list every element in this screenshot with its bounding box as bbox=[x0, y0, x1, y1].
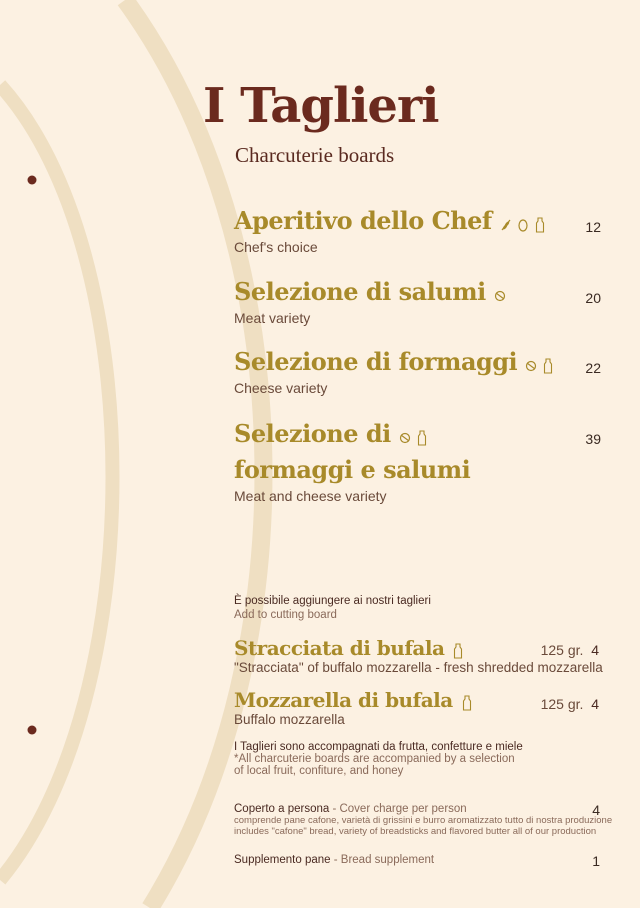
dot-top bbox=[28, 176, 37, 185]
item-price: 22 bbox=[585, 360, 601, 376]
cover-label-en: - Cover charge per person bbox=[329, 803, 467, 815]
nut-icon bbox=[494, 289, 506, 303]
addon-description: Buffalo mozzarella bbox=[234, 712, 345, 727]
menu-item bbox=[234, 344, 559, 396]
item-name-line2: formaggi e salumi bbox=[234, 455, 471, 484]
addon-weight: 125 gr. bbox=[540, 642, 584, 658]
addon-name: Mozzarella di bufala bbox=[234, 688, 453, 712]
item-name: Aperitivo dello Chef bbox=[234, 206, 492, 235]
accompaniment-en-1: *All charcuterie boards are accompanied by a selection bbox=[234, 753, 515, 765]
milk-bottle-icon bbox=[534, 217, 546, 233]
addon-weight: 125 gr. bbox=[540, 696, 584, 712]
item-description: Meat and cheese variety bbox=[234, 488, 387, 504]
item-price: 20 bbox=[585, 290, 601, 306]
accompaniment-it: I Taglieri sono accompagnati da frutta, confetture e miele bbox=[234, 741, 523, 753]
addon-price: 4 bbox=[591, 696, 599, 712]
bread-price: 1 bbox=[592, 853, 600, 869]
item-name: Selezione di bbox=[234, 419, 391, 448]
item-description: Chef's choice bbox=[234, 239, 318, 255]
dot-bottom bbox=[28, 726, 37, 735]
cover-label: Coperto a persona bbox=[234, 803, 330, 815]
bread-label: Supplemento pane bbox=[234, 854, 331, 866]
item-name: Selezione di salumi bbox=[234, 277, 486, 306]
milk-bottle-icon bbox=[542, 358, 554, 374]
menu-item bbox=[234, 416, 470, 504]
item-description: Cheese variety bbox=[234, 380, 328, 396]
bread-label-en: - Bread supplement bbox=[330, 854, 435, 866]
accompaniment-note bbox=[234, 741, 523, 777]
menu-item bbox=[234, 274, 511, 326]
accompaniment-en-2: of local fruit, confiture, and honey bbox=[234, 765, 404, 777]
addons-subheading: Add to cutting board bbox=[234, 609, 337, 621]
cover-price: 4 bbox=[592, 802, 600, 818]
addon-price: 4 bbox=[591, 642, 599, 658]
cover-note-it: comprende pane cafone, varietà di grissini e burro aromatizzato tutto di nostra produzione bbox=[234, 815, 613, 826]
wheat-icon bbox=[500, 218, 512, 232]
addons-heading: È possibile aggiungere ai nostri taglieri bbox=[234, 595, 431, 607]
addon-description: "Stracciata" of buffalo mozzarella - fresh shredded mozzarella bbox=[234, 660, 603, 675]
page-title: I Taglieri bbox=[203, 78, 439, 134]
inner-arc bbox=[0, 85, 113, 880]
bread-supplement bbox=[234, 854, 434, 866]
addon-name: Stracciata di bufala bbox=[234, 636, 445, 660]
item-name: Selezione di formaggi bbox=[234, 347, 518, 376]
addon-item bbox=[234, 688, 604, 727]
menu-item bbox=[234, 203, 551, 255]
addon-item bbox=[234, 636, 604, 675]
milk-bottle-icon bbox=[416, 430, 428, 446]
item-description: Meat variety bbox=[234, 310, 311, 326]
milk-bottle-icon bbox=[452, 643, 464, 659]
nut-icon bbox=[525, 359, 537, 373]
egg-icon bbox=[517, 218, 529, 232]
cover-note-en: includes "cafone" bread, variety of breadsticks and flavored butter all of our production bbox=[234, 826, 597, 837]
item-price: 12 bbox=[585, 219, 601, 235]
cover-charge bbox=[234, 803, 612, 837]
page-subtitle: Charcuterie boards bbox=[235, 143, 395, 167]
item-price: 39 bbox=[585, 431, 601, 447]
milk-bottle-icon bbox=[461, 695, 473, 711]
nut-icon bbox=[399, 431, 411, 445]
